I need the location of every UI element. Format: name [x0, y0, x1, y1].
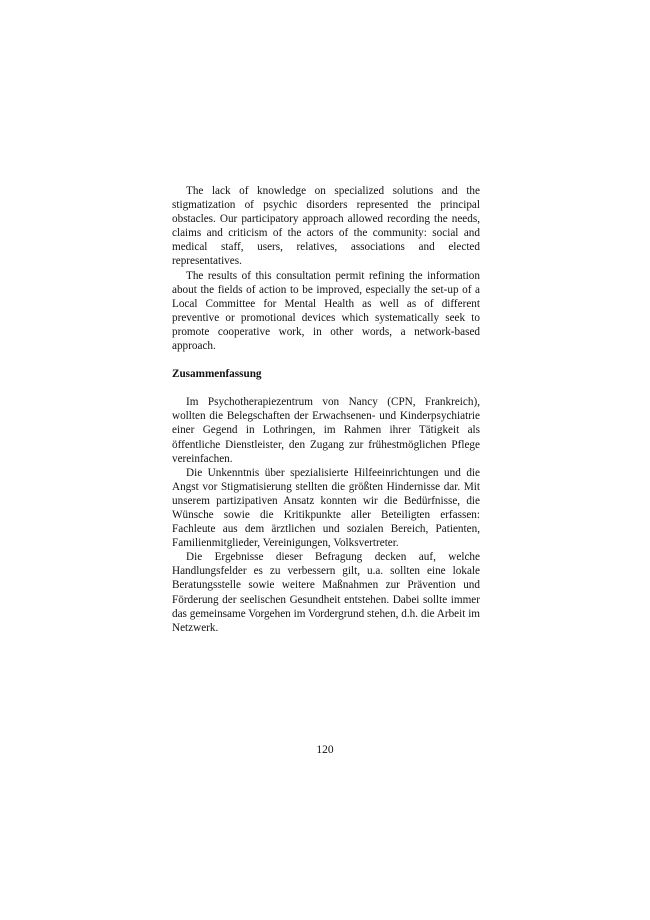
section-heading-zusammenfassung: Zusammenfassung [172, 368, 262, 381]
page-number: 120 [316, 744, 334, 756]
body-text [172, 184, 480, 635]
german-paragraph-1: Im Psychotherapiezentrum von Nancy (CPN, Frankreich), wollten die Belegschaften der Erwachsenen- und Kinderpsychiatrie einer Gegend in Lothringen, im Rahmen ihrer Tätigkeit als öffentliche Dienstleister, den Zugang zur frühestmöglichen Pflege vereinfachen. [172, 396, 480, 465]
german-paragraph-3: Die Ergebnisse dieser Befragung decken auf, welche Handlungsfelder es zu verbessern gilt, u.a. sollten eine lokale Beratungsstelle sowie weitere Maßnahmen zur Prävention und Förderung der seelischen Gesundheit entstehen. Dabei sollte immer das gemeinsame Vorgehen im Vordergrund stehen, d.h. die Arbeit im Netzwerk. [172, 551, 480, 634]
english-paragraph-1: The lack of knowledge on specialized solutions and the stigmatization of psychic disorders represented the principal obstacles. Our participatory approach allowed recording the needs, claims and criticism of the actors of the community: social and medical staff, users, relatives, associations and elected representatives. [172, 185, 480, 268]
german-paragraph-2: Die Unkenntnis über spezialisierte Hilfeeinrichtungen und die Angst vor Stigmatisierung stellten die größten Hindernisse dar. Mit unserem partizipativen Ansatz konnten wir die Bedürfnisse, die Wünsche sowie die Kritikpunkte aller Beteiligten erfassen: Fachleute aus dem ärztlichen und sozialen Bereich, Patienten, Familienmitglieder, Vereinigungen, Volksvertreter. [172, 466, 480, 550]
english-paragraph-2: The results of this consultation permit refining the information about the fields of action to be improved, especially the set-up of a Local Committee for Mental Health as well as of different preventive or promotional devices which systematically seek to promote cooperative work, in other words, a network-based approach. [172, 269, 480, 353]
